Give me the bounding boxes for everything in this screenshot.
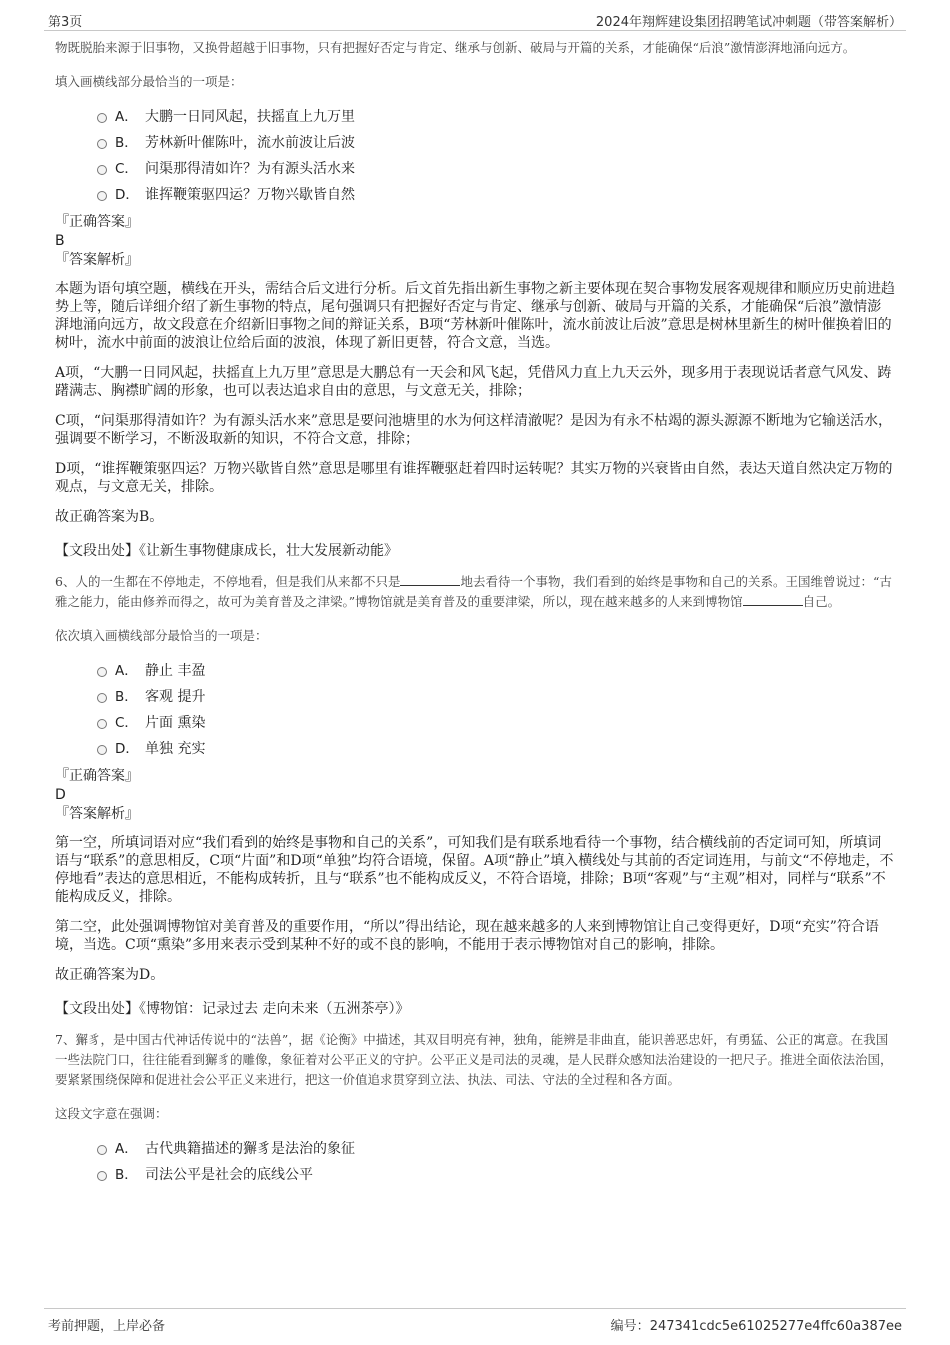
q6-analysis-label: 『答案解析』 — [55, 806, 139, 822]
q6-option-d[interactable]: D． 单独 充实 — [55, 736, 895, 762]
q5-answer-label: 『正确答案』 — [55, 214, 139, 230]
q6-answer-label: 『正确答案』 — [55, 768, 139, 784]
document-title: 2024年翔辉建设集团招聘笔试冲刺题（带答案解析） — [595, 15, 902, 30]
q5-conclusion: 故正确答案为B。 — [55, 509, 164, 525]
q6-answer: D — [55, 787, 66, 803]
q7-option-b[interactable]: B． 司法公平是社会的底线公平 — [55, 1162, 895, 1188]
q5-options — [55, 104, 895, 208]
q7-option-a[interactable]: A． 古代典籍描述的獬豸是法治的象征 — [55, 1136, 895, 1162]
document-code: 编号：247341cdc5e61025277e4ffc60a387ee — [610, 1319, 902, 1334]
q6-source: 【文段出处】《博物馆：记录过去 走向未来（五洲茶亭）》 — [55, 1001, 410, 1017]
q6-stem: 6、人的一生都在不停地走，不停地看，但是我们从来都不只是 地去看待一个事物，我们看到的始终是事物和自己的关系。王国维曾说过：“古雅之能力，能由修养而得之，故可为美育普及之津梁。”博物馆就是美育普及的重要津梁，所以，现在越来越多的人来到博物馆 自己。 — [55, 574, 892, 609]
radio-icon[interactable] — [97, 1171, 107, 1181]
q6-analysis-p2: 第二空，此处强调博物馆对美育普及的重要作用，“所以”得出结论，现在越来越多的人来到博物馆让自己变得更好，D项“充实”符合语境，当选。C项“熏染”多用来表示受到某种不好的或不良的影响，不能用于表示博物馆对自己的影响，排除。 — [55, 919, 879, 953]
q7-prompt: 这段文字意在强调： — [55, 1106, 168, 1121]
q5-analysis-p4: D项，“谁挥鞭策驱四运？万物兴歇皆自然”意思是哪里有谁挥鞭驱赶着四时运转呢？其实万物的兴衰皆由自然，表达天道自然决定万物的观点，与文意无关，排除。 — [55, 461, 893, 495]
radio-icon[interactable] — [97, 191, 107, 201]
page-footer — [44, 1308, 906, 1335]
document-content — [55, 38, 895, 1188]
footer-slogan: 考前押题，上岸必备 — [48, 1319, 166, 1334]
radio-icon[interactable] — [97, 719, 107, 729]
q7-options — [55, 1136, 895, 1188]
q6-prompt: 依次填入画横线部分最恰当的一项是： — [55, 628, 268, 643]
q5-prompt: 填入画横线部分最恰当的一项是： — [55, 74, 243, 89]
radio-icon[interactable] — [97, 139, 107, 149]
radio-icon[interactable] — [97, 693, 107, 703]
q5-option-c[interactable]: C． 问渠那得清如许？为有源头活水来 — [55, 156, 895, 182]
q5-analysis-p3: C项，“问渠那得清如许？为有源头活水来”意思是要问池塘里的水为何这样清澈呢？是因为有永不枯竭的源头源源不断地为它输送活水，强调要不断学习，不断汲取新的知识，不符合文意，排除； — [55, 413, 893, 447]
page-header — [44, 8, 906, 31]
radio-icon[interactable] — [97, 745, 107, 755]
q6-options — [55, 658, 895, 762]
q5-analysis-label: 『答案解析』 — [55, 252, 139, 268]
q5-option-a[interactable]: A． 大鹏一日同风起，扶摇直上九万里 — [55, 104, 895, 130]
blank-line — [400, 573, 460, 586]
q6-analysis-p1: 第一空，所填词语对应“我们看到的始终是事物和自己的关系”，可知我们是有联系地看待一个事物，结合横线前的否定词可知，所填词语与“联系”的意思相反，C项“片面”和D项“单独”均符合语境，保留。A项“静止”填入横线处与其前的否定词连用，与前文“不停地走，不停地看”表达的意思相近，不能构成转折，且与“联系”也不能构成反义，不符合语境，排除；B项“客观”与“主观”相对，同样与“联系”不能构成反义，排除。 — [55, 835, 894, 905]
radio-icon[interactable] — [97, 165, 107, 175]
q5-option-d[interactable]: D． 谁挥鞭策驱四运？万物兴歇皆自然 — [55, 182, 895, 208]
q6-option-a[interactable]: A． 静止 丰盈 — [55, 658, 895, 684]
q6-conclusion: 故正确答案为D。 — [55, 967, 165, 983]
q5-option-b[interactable]: B． 芳林新叶催陈叶，流水前波让后波 — [55, 130, 895, 156]
q7-stem: 7、獬豸，是中国古代神话传说中的“法兽”，据《论衡》中描述，其双目明亮有神，独角，能辨是非曲直，能识善恶忠奸，有勇猛、公正的寓意。在我国一些法院门口，往往能看到獬豸的雕像，象征着对公平正义的守护。公平正义是司法的灵魂，是人民群众感知法治建设的一把尺子。推进全面依法治国，要紧紧围绕保障和促进社会公平正义来进行，把这一价值追求贯穿到立法、执法、司法、守法的全过程和各方面。 — [55, 1032, 893, 1087]
radio-icon[interactable] — [97, 1145, 107, 1155]
q5-answer: B — [55, 233, 65, 249]
q5-source: 【文段出处】《让新生事物健康成长，壮大发展新动能》 — [55, 543, 398, 559]
radio-icon[interactable] — [97, 667, 107, 677]
radio-icon[interactable] — [97, 113, 107, 123]
q5-analysis-p1: 本题为语句填空题，横线在开头，需结合后文进行分析。后文首先指出新生事物之新主要体现在契合事物发展客观规律和顺应历史前进趋势上等，随后详细介绍了新生事物的特点，尾句强调只有把握好否定与肯定、继承与创新、破局与开篇的关系，才能确保“后浪”激情澎湃地涌向远方，故文段意在介绍新旧事物之间的辩证关系，B项“芳林新叶催陈叶，流水前波让后波”意思是树林里新生的树叶催换着旧的树叶，流水中前面的波浪让位给后面的波浪，体现了新旧更替，符合文意，当选。 — [55, 281, 895, 351]
q6-option-c[interactable]: C． 片面 熏染 — [55, 710, 895, 736]
q6-option-b[interactable]: B． 客观 提升 — [55, 684, 895, 710]
blank-line — [743, 593, 803, 606]
q5-analysis-p2: A项，“大鹏一日同风起，扶摇直上九万里”意思是大鹏总有一天会和风飞起，凭借风力直上九天云外，现多用于表现说话者意气风发、踌躇满志、胸襟旷阔的形象，也可以表达追求自由的意思，与文意无关，排除； — [55, 365, 892, 399]
page-number: 第3页 — [48, 15, 83, 30]
q5-stem-tail: 物既脱胎来源于旧事物，又换骨超越于旧事物，只有把握好否定与肯定、继承与创新、破局与开篇的关系，才能确保“后浪”激情澎湃地涌向远方。 — [55, 40, 856, 55]
